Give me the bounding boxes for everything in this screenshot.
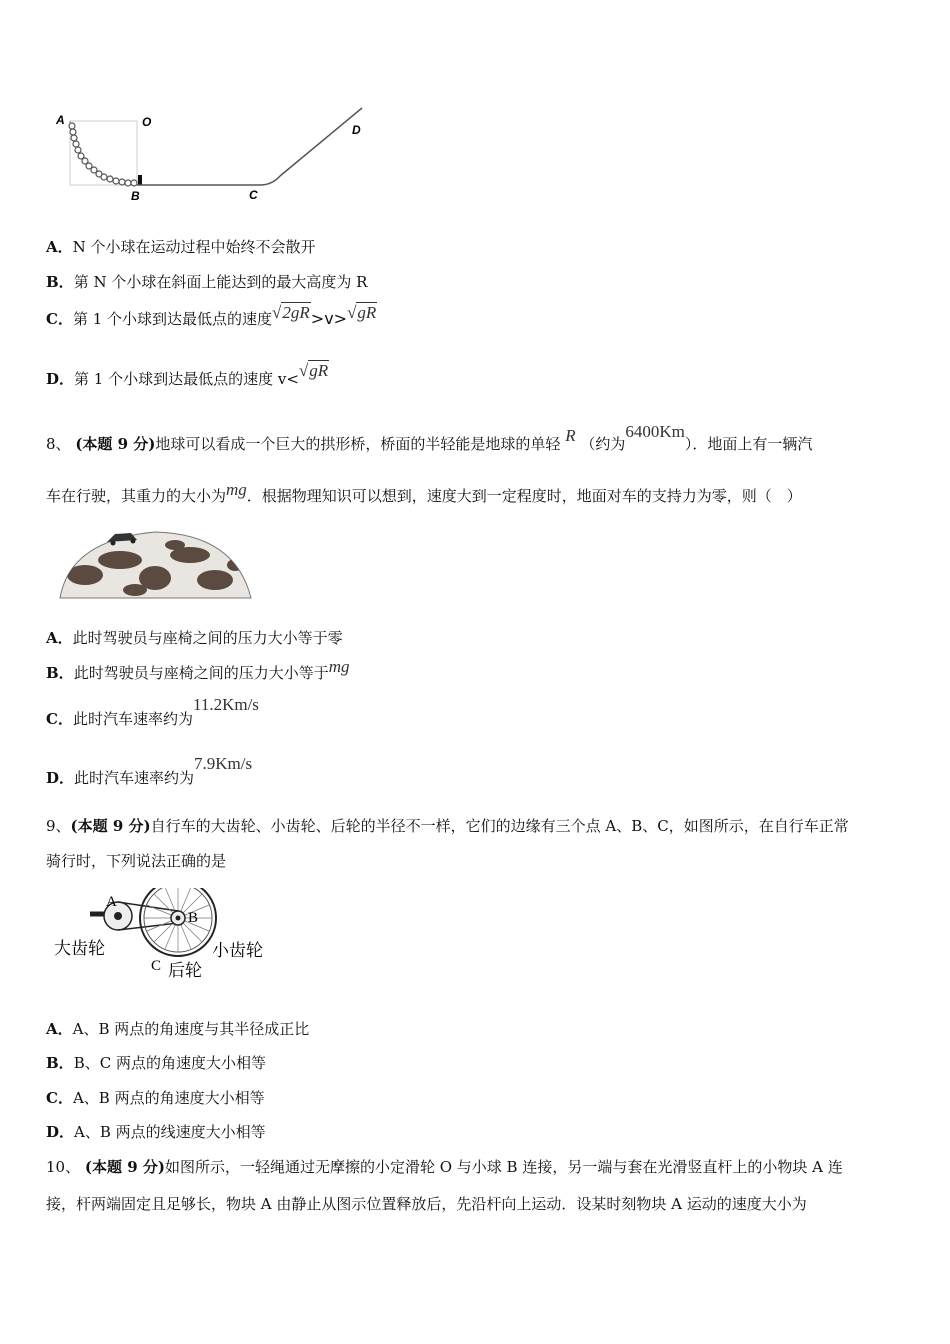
label-d: D — [352, 123, 361, 137]
q8-option-d — [46, 754, 253, 788]
big-gear-label: 大齿轮 — [54, 939, 105, 959]
option-text: A、B 两点的角速度与其半径成正比 — [72, 1020, 310, 1038]
option-text: 第 1 个小球到达最低点的速度 — [72, 310, 273, 328]
label-b: B — [188, 910, 199, 926]
option-letter: B． — [46, 1054, 74, 1072]
small-gear-label: 小齿轮 — [212, 941, 263, 961]
option-text: A、B 两点的线速度大小相等 — [74, 1123, 266, 1141]
option-text: A、B 两点的角速度大小相等 — [72, 1089, 265, 1107]
stopper-block — [138, 175, 142, 185]
q8-option-c — [46, 695, 259, 729]
q7-option-c — [46, 303, 377, 329]
option-text: N 个小球在运动过程中始终不会散开 — [72, 238, 316, 256]
question-score: (本题 9 分) — [75, 435, 156, 453]
speed-value: 11.2Km/s — [192, 695, 259, 714]
sqrt-gr: √gR — [347, 303, 377, 322]
option-text: B、C 两点的角速度大小相等 — [73, 1054, 266, 1072]
label-a: A — [56, 113, 65, 127]
question-score: (本题 9 分) — [84, 1158, 165, 1176]
q9-stem-line1 — [46, 815, 849, 836]
option-text: 第 1 个小球到达最低点的速度 v< — [74, 370, 299, 388]
q8-option-b — [46, 657, 350, 683]
label-c: C — [249, 188, 258, 202]
q7-option-a — [46, 236, 316, 257]
option-letter: A． — [46, 238, 73, 256]
earth-figure — [55, 520, 255, 600]
option-letter: A． — [46, 629, 73, 647]
rear-wheel-label: 后轮 — [168, 961, 202, 981]
incline-line — [280, 108, 362, 176]
q10-stem-line2 — [46, 1193, 807, 1214]
sqrt-gr: √gR — [298, 361, 329, 380]
q8-stem-line2 — [46, 480, 802, 506]
q9-option-c — [46, 1087, 265, 1108]
speed-value: 7.9Km/s — [194, 754, 253, 773]
inequality: >v> — [310, 309, 348, 328]
option-text: 此时驾驶员与座椅之间的压力大小等于 — [73, 664, 329, 682]
q8-stem-line1 — [46, 422, 813, 454]
option-letter: C． — [46, 1089, 73, 1107]
question-score: (本题 9 分) — [70, 817, 151, 835]
option-letter: A． — [46, 1020, 73, 1038]
option-text: 第 N 个小球在斜面上能达到的最大高度为 R — [73, 273, 368, 291]
q10-stem-line1 — [46, 1156, 843, 1177]
option-letter: D． — [46, 370, 75, 388]
track-figure — [50, 100, 380, 210]
balls-on-arc — [69, 123, 137, 186]
option-text: 此时驾驶员与座椅之间的压力大小等于零 — [72, 629, 343, 647]
option-letter: C． — [46, 710, 73, 728]
option-text: 此时汽车速率约为 — [74, 769, 195, 787]
symbol-mg: mg — [328, 657, 350, 676]
q9-option-b — [46, 1052, 266, 1073]
corner-curve — [260, 176, 280, 185]
label-c: C — [151, 958, 162, 974]
stem-text: ．根据物理知识可以想到，速度大到一定程度时，地面对车的支持力为零，则（ ） — [246, 487, 802, 505]
q8-option-a — [46, 627, 343, 648]
stem-text: 自行车的大齿轮、小齿轮、后轮的半径不一样，它们的边缘有三个点 A、B、C，如图所示，在自行车正常 — [150, 817, 849, 835]
sqrt-2gr: √2gR — [272, 303, 310, 322]
question-number: 10、 — [46, 1158, 81, 1176]
option-letter: D． — [46, 769, 75, 787]
stem-text: 车在行驶，其重力的大小为 — [46, 487, 227, 505]
question-number: 9、 — [46, 817, 71, 835]
q9-stem-line2 — [46, 850, 226, 871]
symbol-r: R — [565, 426, 576, 445]
q9-option-a — [46, 1018, 309, 1039]
stem-text: ）．地面上有一辆汽 — [684, 435, 813, 453]
q7-option-b — [46, 271, 367, 292]
q9-option-d — [46, 1121, 266, 1142]
stem-text: 接，杆两端固定且足够长，物块 A 由静止从图示位置释放后，先沿杆向上运动．设某时刻物块 A 运动的速度大小为 — [46, 1195, 807, 1213]
option-letter: B． — [46, 664, 74, 682]
stem-text: 地球可以看成一个巨大的拱形桥，桥面的半轻能是地球的单轻 — [155, 435, 561, 453]
option-letter: C． — [46, 310, 73, 328]
symbol-mg: mg — [226, 480, 247, 499]
stem-text: （约为 — [580, 435, 626, 453]
question-number: 8、 — [46, 435, 71, 453]
label-a: A — [106, 894, 117, 910]
option-text: 此时汽车速率约为 — [72, 710, 193, 728]
option-letter: B． — [46, 273, 74, 291]
label-b: B — [131, 189, 140, 203]
stem-text: 如图所示，一轻绳通过无摩擦的小定滑轮 O 与小球 B 连接，另一端与套在光滑竖直杆上的小物块 A 连 — [164, 1158, 843, 1176]
option-letter: D． — [46, 1123, 75, 1141]
stem-text: 骑行时，下列说法正确的是 — [46, 852, 227, 870]
bicycle-gear-figure — [50, 888, 280, 988]
q7-option-d — [46, 361, 329, 389]
label-o: O — [142, 115, 152, 129]
earth-radius-value: 6400Km — [625, 422, 685, 441]
